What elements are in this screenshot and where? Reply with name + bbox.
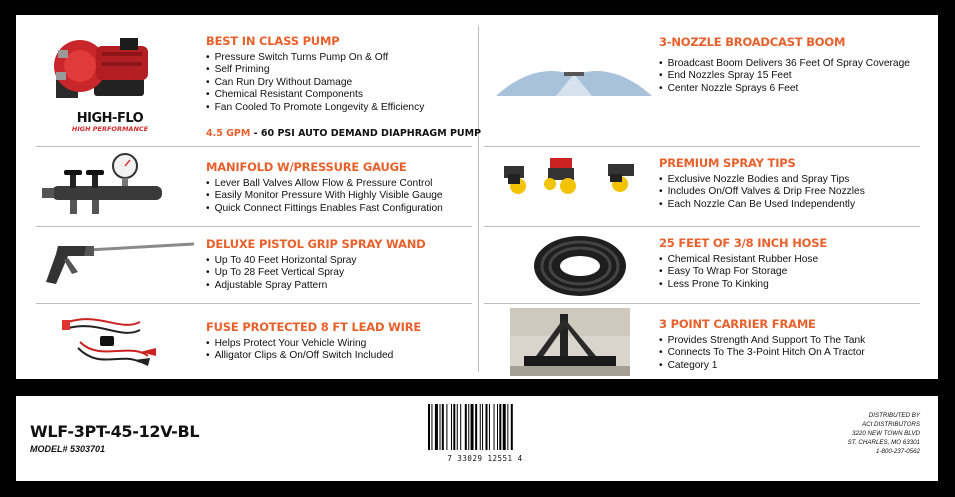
- manifold-gauge-image: [40, 152, 170, 220]
- brand-logo: HIGH-FLO HIGH PERFORMANCE: [71, 111, 149, 133]
- distributor-line: ACI DISTRIBUTORS: [862, 420, 920, 428]
- list-item: • Chemical Resistant Components: [206, 89, 424, 101]
- feature-title: FUSE PROTECTED 8 FT LEAD WIRE: [206, 320, 422, 334]
- list-item: • Easy To Wrap For Storage: [659, 266, 827, 278]
- list-item: • Each Nozzle Can Be Used Independently: [659, 199, 865, 211]
- list-item: • End Nozzles Spray 15 Feet: [659, 70, 910, 82]
- list-item: • Up To 28 Feet Vertical Spray: [206, 267, 425, 279]
- list-item: • Helps Protect Your Vehicle Wiring: [206, 338, 421, 350]
- list-item: • Less Prone To Kinking: [659, 279, 827, 291]
- feature-carrier-frame: [659, 317, 865, 372]
- list-item: • Easily Monitor Pressure With Highly Visible Gauge: [206, 190, 443, 202]
- distributor-info: [848, 412, 920, 457]
- pump-image: [50, 28, 160, 114]
- pump-spec-detail: - 60 PSI AUTO DEMAND DIAPHRAGM PUMP: [250, 128, 482, 139]
- list-item: • Adjustable Spray Pattern: [206, 280, 425, 292]
- pump-spec: [206, 128, 481, 139]
- list-item: • Can Run Dry Without Damage: [206, 77, 424, 89]
- feature-spray-wand: [206, 237, 425, 292]
- feature-title: DELUXE PISTOL GRIP SPRAY WAND: [206, 237, 426, 251]
- feature-pump: [206, 34, 424, 114]
- row-divider: [36, 226, 472, 227]
- sku-label: WLF-3PT-45-12V-BL: [30, 422, 200, 441]
- feature-manifold: [206, 160, 443, 215]
- feature-title: BEST IN CLASS PUMP: [206, 34, 340, 48]
- distributor-line: DISTRIBUTED BY: [868, 412, 920, 419]
- row-divider: [484, 226, 920, 227]
- list-item: • Alligator Clips & On/Off Switch Included: [206, 350, 421, 362]
- feature-lead-wire: [206, 320, 421, 363]
- feature-title: PREMIUM SPRAY TIPS: [659, 156, 796, 170]
- list-item: • Provides Strength And Support To The Tank: [659, 335, 865, 347]
- model-number: MODEL# 5303701: [30, 444, 106, 454]
- list-item: • Connects To The 3-Point Hitch On A Tractor: [659, 347, 865, 359]
- row-divider: [484, 303, 920, 304]
- broadcast-boom-image: [494, 62, 654, 98]
- list-item: • Broadcast Boom Delivers 36 Feet Of Spray Coverage: [659, 58, 910, 70]
- list-item: • Up To 40 Feet Horizontal Spray: [206, 255, 425, 267]
- list-item: • Self Priming: [206, 64, 424, 76]
- list-item: • Fan Cooled To Promote Longevity & Efficiency: [206, 102, 424, 114]
- distributor-line: 1-800-237-0562: [875, 447, 920, 455]
- feature-title: MANIFOLD W/PRESSURE GAUGE: [206, 160, 407, 174]
- spray-tips-image: [498, 152, 648, 202]
- list-item: • Lever Ball Valves Allow Flow & Pressure Control: [206, 178, 443, 190]
- row-divider: [484, 146, 920, 147]
- distributor-line: 3220 NEW TOWN BLVD: [852, 429, 920, 437]
- row-divider: [36, 303, 472, 304]
- list-item: • Quick Connect Fittings Enables Fast Configuration: [206, 203, 443, 215]
- list-item: • Pressure Switch Turns Pump On & Off: [206, 52, 424, 64]
- feature-title: 3-NOZZLE BROADCAST BOOM: [659, 35, 846, 49]
- row-divider: [36, 146, 472, 147]
- distributor-line: ST. CHARLES, MO 63301: [847, 438, 920, 446]
- list-item: • Chemical Resistant Rubber Hose: [659, 254, 827, 266]
- feature-title: 3 POINT CARRIER FRAME: [659, 317, 816, 331]
- feature-hose: [659, 236, 827, 291]
- list-item: • Exclusive Nozzle Bodies and Spray Tips: [659, 174, 865, 186]
- carrier-frame-image: [510, 308, 630, 376]
- spray-wand-image: [38, 238, 198, 290]
- product-footer: [16, 396, 938, 481]
- list-item: • Center Nozzle Sprays 6 Feet: [659, 83, 910, 95]
- feature-title: 25 FEET OF 3/8 INCH HOSE: [659, 236, 827, 250]
- pump-spec-gpm: 4.5 GPM: [206, 128, 251, 139]
- hose-coil-image: [530, 232, 630, 300]
- barcode-number: 7 33029 12551 4: [447, 454, 523, 463]
- list-item: • Includes On/Off Valves & Drip Free Nozzles: [659, 186, 865, 198]
- list-item: • Category 1: [659, 360, 865, 372]
- feature-spray-tips: [659, 156, 865, 211]
- barcode-icon: [428, 404, 540, 450]
- column-divider: [478, 26, 479, 372]
- feature-broadcast-boom: [659, 35, 910, 95]
- lead-wire-image: [60, 312, 160, 372]
